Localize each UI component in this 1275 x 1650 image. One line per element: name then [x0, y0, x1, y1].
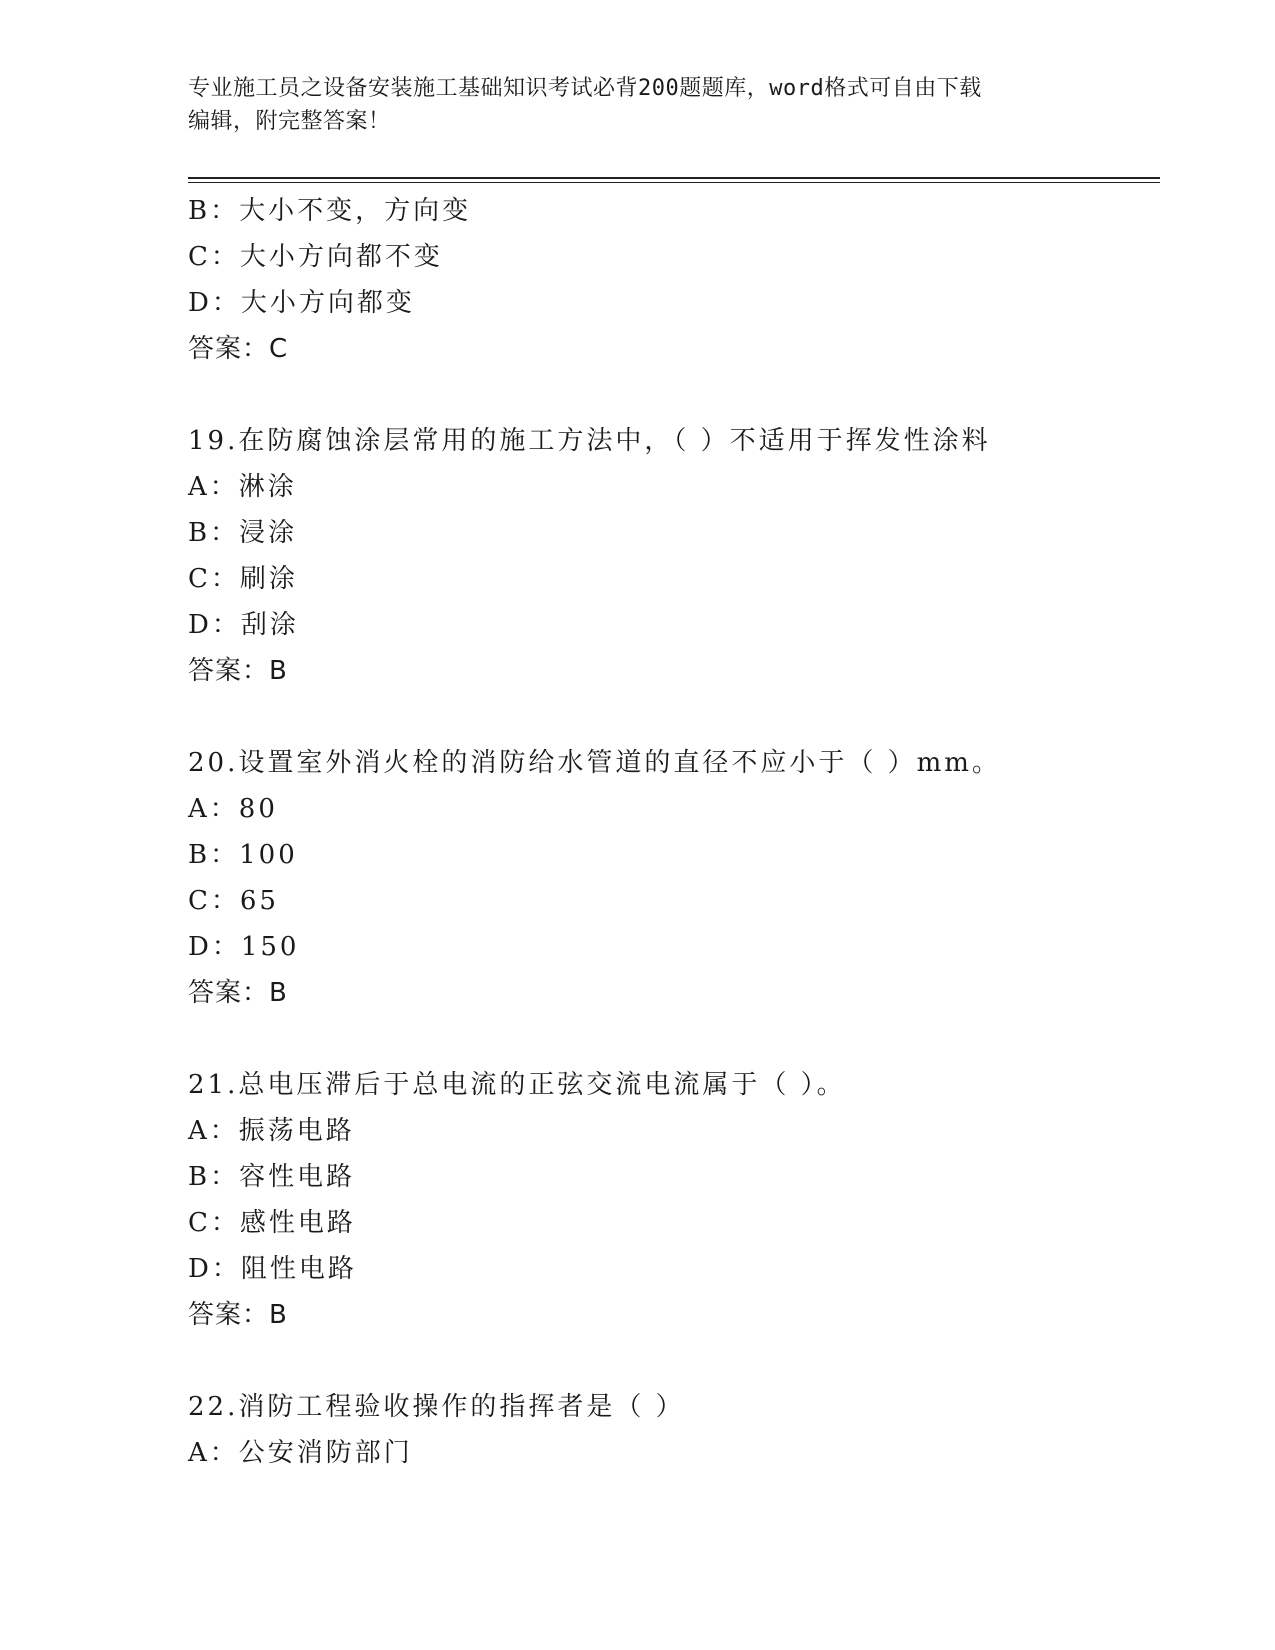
option-c: C：65 [188, 886, 279, 916]
option-a: A：振荡电路 [188, 1116, 355, 1146]
option-b: B：100 [188, 840, 298, 870]
question-stem: 19.在防腐蚀涂层常用的施工方法中，（ ）不适用于挥发性涂料 [188, 426, 991, 456]
carry-over-question [188, 188, 1168, 372]
option-a: A：公安消防部门 [188, 1438, 413, 1468]
header-divider-thick [188, 177, 1160, 179]
option-b: B：浸涂 [188, 518, 298, 548]
option-c: C：大小方向都不变 [188, 242, 443, 272]
question-stem: 21.总电压滞后于总电流的正弦交流电流属于（ ）。 [188, 1070, 846, 1100]
spacer [188, 1016, 1168, 1062]
option-a: A：淋涂 [188, 472, 297, 502]
answer-line: 答案：B [188, 656, 288, 686]
option-b: B：大小不变，方向变 [188, 196, 472, 226]
question-20 [188, 740, 1168, 1016]
answer-line: 答案：B [188, 978, 288, 1008]
option-a: A：80 [188, 794, 278, 824]
question-list [188, 188, 1168, 1476]
question-stem: 20.设置室外消火栓的消防给水管道的直径不应小于（ ）mm。 [188, 748, 1001, 778]
option-d: D：大小方向都变 [188, 288, 415, 318]
document-header [188, 72, 1088, 138]
spacer [188, 1338, 1168, 1384]
spacer [188, 694, 1168, 740]
option-b: B：容性电路 [188, 1162, 356, 1192]
spacer [188, 372, 1168, 418]
question-stem: 22.消防工程验收操作的指挥者是（ ） [188, 1392, 685, 1422]
option-d: D：阻性电路 [188, 1254, 357, 1284]
option-c: C：感性电路 [188, 1208, 356, 1238]
option-c: C：刷涂 [188, 564, 298, 594]
header-title-line-1: 专业施工员之设备安装施工基础知识考试必背200题题库，word格式可自由下载 [188, 76, 982, 101]
option-d: D：150 [188, 932, 300, 962]
header-title-line-2: 编辑，附完整答案！ [188, 109, 391, 134]
answer-line: 答案：B [188, 1300, 288, 1330]
question-21 [188, 1062, 1168, 1338]
answer-line: 答案：C [188, 334, 289, 364]
option-d: D：刮涂 [188, 610, 299, 640]
header-divider-thin [188, 182, 1160, 183]
question-22 [188, 1384, 1168, 1476]
question-19 [188, 418, 1168, 694]
